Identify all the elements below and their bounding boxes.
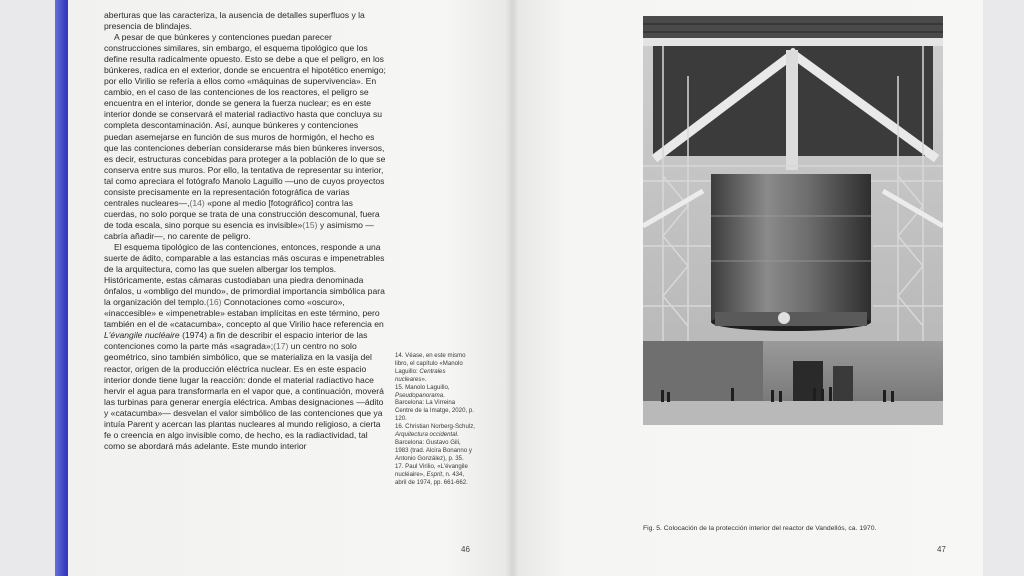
- page-number-right: 47: [937, 545, 946, 554]
- footnote-14: 14. Véase, en este mismo libro, el capítulo «Manolo Laguillo: Centrales nucleares».: [395, 352, 466, 383]
- footnote-15: 15. Manolo Laguillo, Pseudopanorama. Barcelona: La Virreina Centre de la Imatge, 2020, p. 120.: [395, 383, 474, 423]
- photo-illustration: [643, 16, 943, 425]
- body-text: [104, 10, 386, 452]
- note-ref-15: (15): [302, 219, 318, 230]
- note-ref-14: (14): [189, 197, 205, 208]
- paragraph-1: aberturas que las caracteriza, la ausencia de detalles superfluos y la presencia de blindajes.: [104, 10, 365, 32]
- page-number-left: 46: [461, 545, 470, 554]
- book-gutter: [505, 0, 519, 576]
- footnote-17: 17. Paul Virilio, «L'évangile nucléaire», Esprit, n. 434, abril de 1974, pp. 661-662.: [395, 462, 468, 486]
- figure-caption: Fig. 5. Colocación de la protección interior del reactor de Vandellós, ca. 1970.: [643, 525, 877, 532]
- paragraph-3: El esquema tipológico de las contenciones, entonces, responde a una suerte de ádito, comparable a las estancias más oscuras e impenetrables de la arquitectura, como las que suelen albergar los templos. Históricamente, estas cámaras custodiaban una piedra denominada ónfalos, u «ombligo del mundo», de primordial importancia simbólica para la organización del templo.(16) Connotaciones como «oscuro», «inaccesible» e «impenetrable» estaban implícitas en este término, pero también en el de «catacumba», concepto al que Virilio hace referencia en L'évangile nucléaire (1974) a fin de describir el espacio interior de las contenciones como la parte más «sagrada»;(17) un centro no solo geométrico, sino también simbólico, que se materializa en la vasija del reactor, origen de la producción eléctrica nuclear. Es en este espacio interior donde tiene lugar la reacción: donde el material radiactivo hace hervir el agua para transformarla en el vapor que, a continuación, moverá las turbinas para generar energía eléctrica. Ambas designaciones —ádito y «catacumba»— desvelan el valor simbólico de las contenciones que ya intuía Parent y acercan las plantas nucleares al mundo religioso, a cierta fe o creencia en algo invisible como, de hecho, es la radiactividad, tal como se abordará más adelante. Este mundo interior: [104, 241, 385, 451]
- paragraph-2: A pesar de que búnkeres y contenciones puedan parecer construcciones similares, sin embargo, el esquema tipológico que los define resulta radicalmente opuesto. Esto se debe a que el peligro, en los búnkeres, radica en el exterior, donde se encuentra el hipotético enemigo; por ello Virilio se refería a ellos como «máquinas de supervivencia». En cambio, en el caso de las contenciones de los reactores, el peligro se encuentra en el interior, donde se genera la fuerza nuclear; es en este interior donde se conservará el material radiactivo hasta que concluya su completa descontaminación. Así, aunque búnkeres y contenciones puedan asemejarse en función de sus muros de hormigón, el hecho es que las contenciones deberían considerarse más bien búnkeres inversos, es decir, estructuras concebidas para proteger a la población de lo que se conserva entre sus muros. Por ello, la tentativa de representar su interior, tal como apreciara el fotógrafo Manolo Laguillo —uno de cuyos proyectos consiste precisamente en la representación fotográfica de varias centrales nucleares—,(14) «pone al medio [fotográfico] contra las cuerdas, no solo porque se trata de una construcción descomunal, fuera de toda escala, sino porque su esencia es invisible»(15) y asimismo —cabría añadir—, no carente de peligro.: [104, 32, 386, 241]
- footnotes: [395, 352, 475, 486]
- footnote-16: 16. Christian Norberg-Schulz, Arquitectura occidental. Barcelona: Gustavo Gili, 1983 (trad. Alcira Bonanno y Antonio González), p. 35.: [395, 423, 475, 462]
- reactor-construction-photo: [643, 16, 943, 425]
- note-ref-16: (16): [206, 297, 222, 308]
- note-ref-17: (17): [273, 341, 289, 352]
